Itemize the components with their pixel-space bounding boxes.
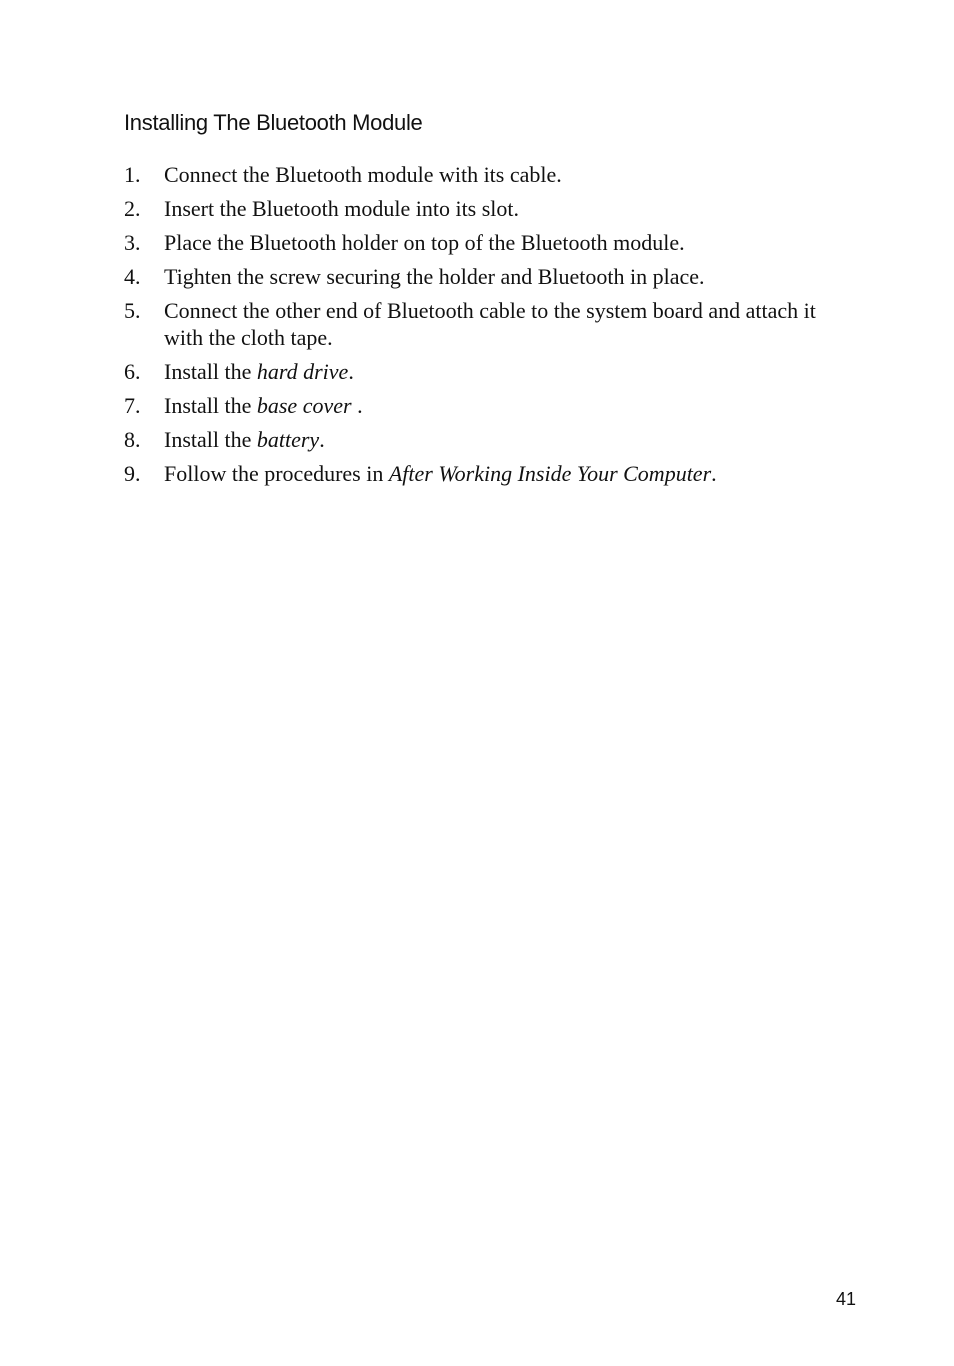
hard-drive-link[interactable]: hard drive bbox=[256, 359, 349, 384]
steps-list bbox=[124, 161, 844, 494]
step-text-suffix: . bbox=[711, 461, 717, 486]
step-number: 3. bbox=[124, 230, 141, 255]
list-item bbox=[124, 195, 844, 222]
step-number: 4. bbox=[124, 264, 141, 289]
step-text-prefix: Follow the procedures in bbox=[164, 461, 389, 486]
step-text-suffix: . bbox=[348, 359, 354, 384]
list-item bbox=[124, 297, 844, 351]
page-number: 41 bbox=[836, 1289, 857, 1309]
step-number: 9. bbox=[124, 461, 141, 486]
step-number: 7. bbox=[124, 393, 141, 418]
step-text: Insert the Bluetooth module into its slot. bbox=[164, 196, 520, 221]
step-text-prefix: Install the bbox=[164, 393, 257, 418]
list-item bbox=[124, 426, 844, 453]
step-text: Connect the Bluetooth module with its cable. bbox=[164, 162, 562, 187]
step-text: Tighten the screw securing the holder and Bluetooth in place. bbox=[164, 264, 705, 289]
step-text bbox=[164, 460, 844, 487]
base-cover-link[interactable]: base cover bbox=[256, 393, 358, 418]
list-item bbox=[124, 263, 844, 290]
battery-link[interactable]: battery bbox=[256, 427, 320, 452]
step-text bbox=[164, 426, 844, 453]
list-item bbox=[124, 229, 844, 256]
step-text: Place the Bluetooth holder on top of the Bluetooth module. bbox=[164, 230, 685, 255]
step-text-suffix: . bbox=[319, 427, 325, 452]
after-working-inside-link[interactable]: After Working Inside Your Computer bbox=[388, 461, 712, 486]
list-item bbox=[124, 161, 844, 188]
step-text-prefix: Install the bbox=[164, 427, 257, 452]
step-number: 8. bbox=[124, 427, 141, 452]
step-text: Connect the other end of Bluetooth cable to the system board and attach it with the cloth tape. bbox=[164, 298, 816, 350]
list-item bbox=[124, 460, 844, 487]
step-text bbox=[164, 392, 844, 419]
step-text-prefix: Install the bbox=[164, 359, 257, 384]
section-title: Installing The Bluetooth Module bbox=[124, 110, 423, 135]
list-item bbox=[124, 358, 844, 385]
step-number: 5. bbox=[124, 298, 141, 323]
step-text-suffix: . bbox=[357, 393, 363, 418]
list-item bbox=[124, 392, 844, 419]
step-number: 1. bbox=[124, 162, 141, 187]
step-number: 2. bbox=[124, 196, 141, 221]
step-text bbox=[164, 358, 844, 385]
step-number: 6. bbox=[124, 359, 141, 384]
